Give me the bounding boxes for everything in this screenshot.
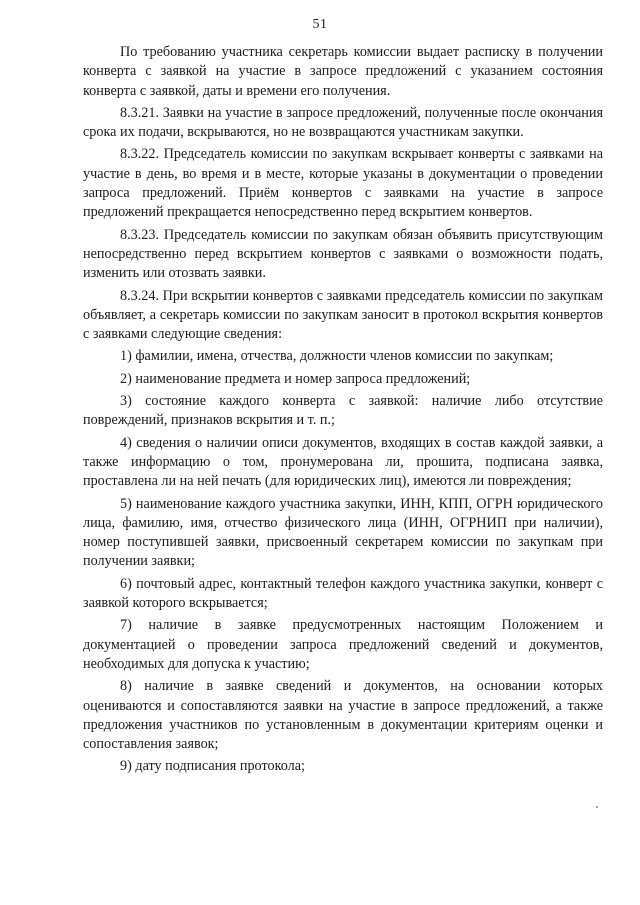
list-item-6: 6) почтовый адрес, контактный телефон каждого участника закупки, конверт с заявкой которого вскрывается; — [83, 575, 603, 612]
list-item-8: 8) наличие в заявке сведений и документов, на основании которых оцениваются и сопоставляются заявки на участие в запросе предложений, а также предложения участников по установленным в документации критериям оценки и сопоставления заявок; — [83, 678, 603, 753]
paragraph-8-3-22: 8.3.22. Председатель комиссии по закупкам вскрывает конверты с заявками на участие в день, во время и в месте, которые указаны в документации о проведении запроса предложений. Приём конвертов с заявками на участие в запросе предложений прекращается непосредственно перед вскрытием конвертов. — [83, 146, 603, 221]
paragraph-8-3-21: 8.3.21. Заявки на участие в запросе предложений, полученные после окончания срока их подачи, вскрываются, но не возвращаются участникам закупки. — [83, 104, 603, 141]
list-item-1: 1) фамилии, имена, отчества, должности членов комиссии по закупкам; — [120, 348, 554, 365]
list-item-4: 4) сведения о наличии описи документов, входящих в состав каждой заявки, а также информацию о том, пронумерована ли, прошита, подписана заявка, проставлена ли на ней печать (для юридических лиц), имеются ли повреждения; — [83, 434, 603, 490]
document-body — [83, 43, 603, 780]
page-number: 51 — [312, 17, 328, 32]
paragraph-8-3-23: 8.3.23. Председатель комиссии по закупкам обязан объявить присутствующим непосредственно перед вскрытием конвертов с заявками о возможности подать, изменить или отозвать заявки. — [83, 226, 603, 282]
list-item-2: 2) наименование предмета и номер запроса предложений; — [120, 370, 471, 387]
paragraph-receipt: По требованию участника секретарь комиссии выдает расписку в получении конверта с заявкой на участие в запросе предложений с указанием состояния конверта с заявкой, даты и времени его получения. — [83, 44, 603, 99]
list-item-5: 5) наименование каждого участника закупки, ИНН, КПП, ОГРН юридического лица, фамилию, имя, отчество физического лица (ИНН, ОГРНИП при наличии), номер поступившей заявки, присвоенный секретарем комиссии по закупкам при получении заявки; — [83, 495, 603, 570]
list-item-9: 9) дату подписания протокола; — [120, 758, 305, 775]
list-item-3: 3) состояние каждого конверта с заявкой: наличие либо отсутствие повреждений, признаков вскрытия и т. п.; — [83, 393, 603, 429]
list-item-7: 7) наличие в заявке предусмотренных настоящим Положением и документацией о проведении запроса предложений сведений и документов, необходимых для допуска к участию; — [83, 617, 603, 672]
scan-speck — [596, 806, 598, 808]
paragraph-8-3-24: 8.3.24. При вскрытии конвертов с заявками председатель комиссии по закупкам объявляет, а секретарь комиссии по закупкам заносит в протокол вскрытия конвертов с заявками следующие сведения: — [83, 287, 603, 343]
